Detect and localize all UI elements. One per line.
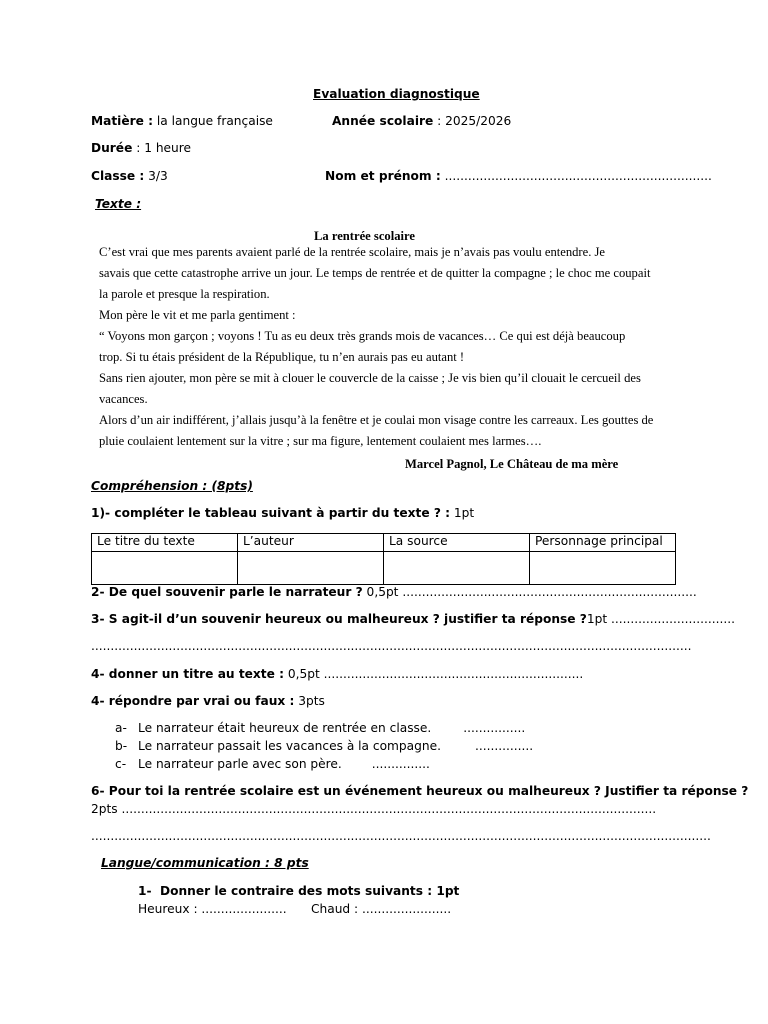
duration-label: Durée xyxy=(91,141,133,155)
name-line xyxy=(325,169,712,183)
table-header-cell: L’auteur xyxy=(238,534,384,552)
langue-heading: Langue/communication : 8 pts xyxy=(101,856,309,870)
question-1-label: 1)- compléter le tableau suivant à partir du texte ? : xyxy=(91,506,451,520)
subject-label: Matière : xyxy=(91,114,154,128)
table-header-cell: Le titre du texte xyxy=(92,534,238,552)
question-3-answer-line: 1pt ................................ xyxy=(586,612,736,626)
table-cell[interactable] xyxy=(92,552,238,585)
name-dots: ..................................................................... xyxy=(440,169,712,183)
year-label: Année scolaire xyxy=(332,114,434,128)
question-6-continuation-line: ................................................................................................................................................................ xyxy=(91,829,711,843)
passage-line: la parole et presque la respiration. xyxy=(99,287,270,301)
list-item-answer: ............... xyxy=(371,757,430,771)
passage-line: C’est vrai que mes parents avaient parlé de la rentrée scolaire, mais je n’avais pas voulu entendre. Je xyxy=(99,245,605,259)
question-1 xyxy=(91,506,474,520)
list-marker: c- xyxy=(115,757,127,771)
list-item-answer: ................ xyxy=(463,721,526,735)
list-item xyxy=(115,757,430,771)
table-cell[interactable] xyxy=(530,552,676,585)
table-cell[interactable] xyxy=(238,552,384,585)
table-header-row xyxy=(92,534,676,552)
name-label: Nom et prénom : xyxy=(325,169,441,183)
langue-question-1-label: Donner le contraire des mots suivants : 1pt xyxy=(160,884,460,898)
comprehension-heading: Compréhension : (8pts) xyxy=(91,479,253,493)
question-4-true-false-label: 4- répondre par vrai ou faux : xyxy=(91,694,295,708)
passage-line: “ Voyons mon garçon ; voyons ! Tu as eu deux très grands mois de vacances… Ce qui est déjà beaucoup xyxy=(99,329,626,343)
table-header-cell: Personnage principal xyxy=(530,534,676,552)
list-item-text: Le narrateur était heureux de rentrée en classe. xyxy=(138,721,432,735)
year-value: : 2025/2026 xyxy=(433,114,512,128)
duration-value: : 1 heure xyxy=(132,141,192,155)
question-3-continuation-line: ........................................................................................................................................................... xyxy=(91,639,692,653)
class-line xyxy=(91,169,168,183)
question-2 xyxy=(91,585,697,599)
duration-line xyxy=(91,141,191,155)
question-4-title-answer-line: 0,5pt ................................................................... xyxy=(284,667,584,681)
subject-line xyxy=(91,114,273,128)
list-item xyxy=(115,721,525,735)
question-6-answer-line: 2pts .......................................................................................................................................... xyxy=(91,802,657,816)
page-title: Evaluation diagnostique xyxy=(313,87,480,101)
list-item-text: Le narrateur parle avec son père. xyxy=(138,757,342,771)
antonym-chaud: Chaud : ....................... xyxy=(311,902,452,916)
question-4-title xyxy=(91,667,583,681)
text-heading: Texte : xyxy=(95,197,142,211)
question-2-label: 2- De quel souvenir parle le narrateur ? xyxy=(91,585,363,599)
passage-body xyxy=(99,242,674,452)
langue-question-1 xyxy=(138,884,459,898)
antonym-heureux: Heureux : ...................... xyxy=(138,902,287,916)
question-6-label: 6- Pour toi la rentrée scolaire est un événement heureux ou malheureux ? Justifier ta réponse ? xyxy=(91,784,749,798)
question-4-true-false xyxy=(91,694,325,708)
list-marker: b- xyxy=(115,739,128,753)
class-value: 3/3 xyxy=(144,169,168,183)
passage-line: Sans rien ajouter, mon père se mit à clouer le couvercle de la caisse ; Je vis bien qu’il clouait le cercueil des xyxy=(99,371,641,385)
question-3 xyxy=(91,612,735,626)
list-item-text: Le narrateur passait les vacances à la compagne. xyxy=(138,739,441,753)
list-marker: a- xyxy=(115,721,127,735)
passage-line: savais que cette catastrophe arrive un jour. Le temps de rentrée et de quitter la compagne ; le choc me coupait xyxy=(99,266,651,280)
table-header-cell: La source xyxy=(384,534,530,552)
question-3-label: 3- S agit-il d’un souvenir heureux ou malheureux ? justifier ta réponse ? xyxy=(91,612,587,626)
question-1-points: 1pt xyxy=(450,506,475,520)
list-item xyxy=(115,739,533,753)
school-year-line xyxy=(332,114,511,128)
passage-line: Alors d’un air indifférent, j’allais jusqu’à la fenêtre et je coulai mon visage contre les carreaux. Les gouttes de xyxy=(99,413,654,427)
subject-value: la langue française xyxy=(153,114,273,128)
passage-line: pluie coulaient lentement sur la vitre ; sur ma figure, lentement coulaient mes larmes…. xyxy=(99,434,542,448)
passage-title: La rentrée scolaire xyxy=(314,229,415,243)
table-row xyxy=(92,552,676,585)
question-4-title-label: 4- donner un titre au texte : xyxy=(91,667,285,681)
table-cell[interactable] xyxy=(384,552,530,585)
langue-question-1-number: 1- xyxy=(138,884,152,898)
question-4-true-false-points: 3pts xyxy=(294,694,325,708)
passage-source: Marcel Pagnol, Le Château de ma mère xyxy=(405,457,619,471)
class-label: Classe : xyxy=(91,169,145,183)
answer-table xyxy=(91,533,676,585)
passage-line: Mon père le vit et me parla gentiment : xyxy=(99,308,296,322)
list-item-answer: ............... xyxy=(474,739,534,753)
passage-line: vacances. xyxy=(99,392,148,406)
question-2-answer-line: 0,5pt ............................................................................ xyxy=(362,585,697,599)
passage-line: trop. Si tu étais président de la République, tu n’en aurais pas eu autant ! xyxy=(99,350,465,364)
